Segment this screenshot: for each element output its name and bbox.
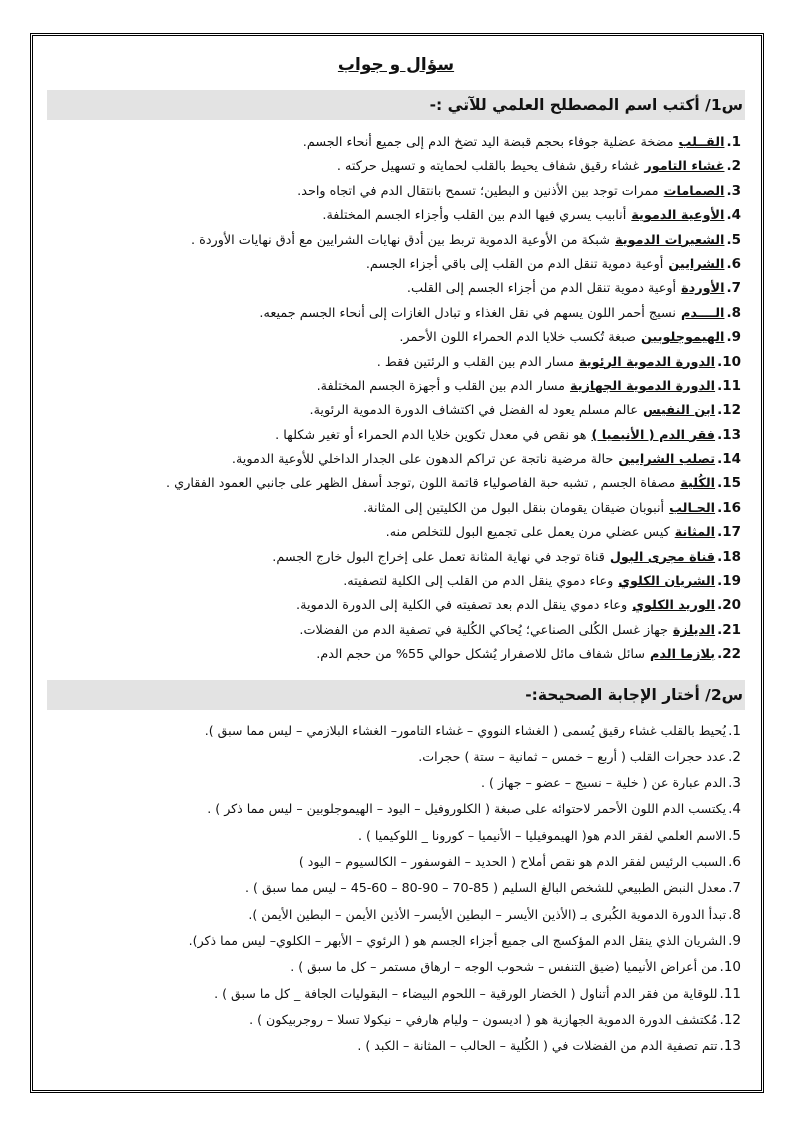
item-text: تتم تصفية الدم من الفضلات في ( الكُلية – الحالب – المثانة – الكبد ) .	[357, 1038, 718, 1054]
item-text: وعاء دموي ينقل الدم بعد تصفيته في الكلية إلى الدورة الدموية.	[296, 598, 628, 614]
item-number: 12.	[719, 1011, 741, 1028]
item-term: بلازما الدم	[650, 647, 716, 663]
item-term: الشعيرات الدموية	[615, 232, 725, 248]
item-term: فقر الدم ( الأنيميا )	[591, 427, 716, 443]
item-text: جهاز غسل الكُلى الصناعي؛ يُحاكي الكُلية في تصفية الدم من الفضلات.	[299, 622, 668, 638]
list-item	[47, 902, 741, 928]
item-text: السبب الرئيس لفقر الدم هو نقص أملاح ( الحديد – الفوسفور – الكالسيوم – اليود )	[298, 854, 727, 870]
item-number: 19.	[717, 573, 741, 590]
item-text: شبكة من الأوعية الدموية تربط بين أدق نهايات الشرايين مع أدق نهايات الأوردة .	[190, 232, 611, 248]
list-item	[47, 849, 741, 875]
item-text: مُكتشف الدورة الدموية الجهازية هو ( اديسون – وليام هارفي – نيكولا تسلا – روجربيكون ) .	[249, 1011, 718, 1027]
item-term: الأوردة	[681, 281, 725, 297]
item-number: 11.	[719, 985, 741, 1002]
list-item	[47, 398, 741, 422]
item-number: 20.	[717, 597, 741, 614]
item-term: قناة مجرى البول	[609, 549, 716, 565]
item-number: 2.	[726, 158, 741, 175]
list-item	[47, 1007, 741, 1033]
item-number: 21.	[717, 621, 741, 638]
item-number: 13.	[719, 1038, 741, 1055]
item-number: 17.	[717, 524, 741, 541]
list-item	[47, 252, 741, 276]
item-number: 18.	[717, 548, 741, 565]
item-number: 4.	[728, 801, 741, 818]
list-item	[47, 875, 741, 901]
list-item	[47, 1033, 741, 1059]
list-item	[47, 642, 741, 666]
item-number: 6.	[728, 854, 741, 871]
page-frame	[30, 33, 764, 1093]
list-item	[47, 569, 741, 593]
item-term: الصمامات	[663, 183, 725, 199]
item-number: 15.	[717, 475, 741, 492]
item-number: 14.	[717, 451, 741, 468]
list-item	[47, 325, 741, 349]
section-1-heading: س1/ أكتب اسم المصطلح العلمي للآتي :-	[47, 90, 745, 120]
item-text: أوعية دموية تنقل الدم من القلب إلى باقي أجزاء الجسم.	[365, 256, 664, 272]
item-number: 7.	[726, 280, 741, 297]
list-item	[47, 954, 741, 980]
item-number: 9.	[726, 329, 741, 346]
item-number: 10.	[719, 959, 741, 976]
item-text: معدل النبض الطبيعي للشخص البالغ السليم ( 85-70 – 90-80 – 60-45 – ليس مما سبق ) .	[245, 880, 727, 896]
item-term: الحـالب	[669, 500, 716, 516]
item-text: الشريان الذي ينقل الدم المؤكسج الى جميع أجزاء الجسم هو ( الرئوي – الأبهر – الكلوي– ليس مما ذكر).	[188, 932, 727, 948]
item-term: تصلب الشرايين	[618, 452, 716, 468]
item-text: ممرات توجد بين الأذنين و البطين؛ تسمح بانتقال الدم في اتجاه واحد.	[297, 183, 659, 199]
list-item	[47, 179, 741, 203]
item-term: الوريد الكلوي	[632, 598, 716, 614]
item-term: الدورة الدموية الجهازية	[569, 378, 716, 394]
item-text: مضخة عضلية جوفاء بحجم قبضة اليد تضخ الدم إلى جميع أنحاء الجسم.	[302, 135, 674, 150]
item-text: هو نقص في معدل تكوين خلايا الدم الحمراء أو تغير شكلها .	[275, 427, 587, 443]
item-term: الهيموجلوبين	[640, 330, 725, 346]
page-title: سؤال و جواب	[337, 55, 455, 75]
section-2-heading: س2/ أختار الإجابة الصحيحة:-	[47, 680, 745, 710]
list-item	[47, 423, 741, 447]
item-text: يكتسب الدم اللون الأحمر لاحتوائه على صبغة ( الكلوروفيل – اليود – الهيموجلوبين – ليس مما ذكر ) .	[207, 801, 727, 817]
item-term: الكُلية	[680, 476, 716, 492]
item-number: 4.	[726, 207, 741, 224]
list-item	[47, 744, 741, 770]
list-item	[47, 301, 741, 325]
item-term: القــلب	[678, 135, 725, 150]
item-text: غشاء رقيق شفاف يحيط بالقلب لحمايته و تسهيل حركته .	[336, 159, 640, 175]
item-number: 13.	[717, 426, 741, 443]
item-text: مسار الدم بين القلب و الرئتين فقط .	[376, 354, 575, 370]
item-text: عدد حجرات القلب ( أربع – خمس – ثمانية – ستة ) حجرات.	[418, 748, 727, 764]
item-text: للوقاية من فقر الدم أتناول ( الخضار الورقية – اللحوم البيضاء – البقوليات الجافة _ كل ما سبق ) .	[214, 985, 718, 1001]
item-text: سائل شفاف مائل للاصفرار يُشكل حوالي 55% من حجم الدم.	[316, 647, 646, 663]
item-number: 1.	[726, 134, 741, 150]
item-number: 8.	[726, 304, 741, 321]
item-number: 3.	[726, 182, 741, 199]
item-term: الــــدم	[680, 305, 725, 321]
item-text: مصفاة الجسم , تشبه حبة الفاصولياء قاتمة اللون ,توجد أسفل الظهر على جانبي العمود الفقاري .	[166, 476, 676, 492]
item-term: الشريان الكلوي	[618, 574, 716, 590]
item-term: الشرايين	[668, 256, 725, 272]
list-item	[47, 593, 741, 617]
item-number: 3.	[728, 775, 741, 792]
item-number: 22.	[717, 646, 741, 663]
item-number: 10.	[717, 353, 741, 370]
item-number: 12.	[717, 402, 741, 419]
item-text: وعاء دموي ينقل الدم من القلب إلى الكلية لتصفيته.	[343, 574, 614, 590]
item-text: نسيج أحمر اللون يسهم في نقل الغذاء و تبادل الغازات إلى أنحاء الجسم جميعه.	[259, 305, 676, 321]
list-item	[47, 496, 741, 520]
item-text: صبغة تُكسب خلايا الدم الحمراء اللون الأحمر.	[399, 330, 636, 346]
list-item	[47, 350, 741, 374]
list-item	[47, 718, 741, 744]
list-item	[47, 520, 741, 544]
list-item	[47, 471, 741, 495]
list-item	[47, 796, 741, 822]
list-item	[47, 276, 741, 300]
item-number: 11.	[717, 377, 741, 394]
list-item	[47, 618, 741, 642]
item-term: الديلزة	[672, 622, 716, 638]
item-number: 2.	[728, 748, 741, 765]
list-item	[47, 228, 741, 252]
item-text: حالة مرضية ناتجة عن تراكم الدهون على الجدار الداخلي للأوعية الدموية.	[231, 452, 614, 468]
item-number: 1.	[728, 722, 741, 739]
item-text: أنابيب يسري فيها الدم بين القلب وأجزاء الجسم المختلفة.	[322, 208, 627, 224]
list-item	[47, 770, 741, 796]
item-number: 5.	[728, 827, 741, 844]
item-term: ابن النفيس	[642, 403, 716, 419]
list-item	[47, 154, 741, 178]
item-term: غشاء التامور	[644, 159, 725, 175]
item-number: 9.	[728, 932, 741, 949]
section-2-list	[47, 718, 741, 1060]
item-number: 7.	[728, 880, 741, 897]
list-item	[47, 981, 741, 1007]
list-item	[47, 823, 741, 849]
item-text: عالم مسلم يعود له الفضل في اكتشاف الدورة الدموية الرئوية.	[309, 403, 638, 419]
item-text: قناة توجد في نهاية المثانة تعمل على إخراج البول خارج الجسم.	[272, 549, 605, 565]
list-item	[47, 374, 741, 398]
item-text: الدم عبارة عن ( خلية – نسيج – عضو – جهاز ) .	[481, 775, 727, 791]
list-item	[47, 545, 741, 569]
list-item	[47, 928, 741, 954]
item-number: 6.	[726, 255, 741, 272]
item-text: الاسم العلمي لفقر الدم هو( الهيموفيليا – الأنيميا – كورونا _ اللوكيميا ) .	[357, 827, 727, 843]
item-text: من أعراض الأنيميا (ضيق التنفس – شحوب الوجه – ارهاق مستمر – كل ما سبق ) .	[290, 959, 718, 975]
item-text: أنبوبان ضيقان يقومان بنقل البول من الكليتين إلى المثانة.	[363, 500, 665, 516]
item-text: يُحيط بالقلب غشاء رقيق يُسمى ( الغشاء النووي – غشاء التامور– الغشاء البلازمي – ليس مما سبق ).	[204, 722, 727, 738]
item-number: 5.	[726, 231, 741, 248]
item-text: كيس عضلي مرن يعمل على تجميع البول للتخلص منه.	[385, 525, 670, 541]
list-item	[47, 203, 741, 227]
item-text: مسار الدم بين القلب و أجهزة الجسم المختلفة.	[316, 378, 565, 394]
item-text: تبدأ الدورة الدموية الكُبرى بـ (الأذين الأيسر – البطين الأيسر– الأذين الأيمن – البطين الأيمن ).	[248, 906, 727, 922]
section-1-list	[47, 130, 741, 667]
item-number: 16.	[717, 499, 741, 516]
item-term: الأوعية الدموية	[631, 208, 725, 224]
item-term: الدورة الدموية الرئوية	[579, 354, 716, 370]
list-item	[47, 130, 741, 154]
item-number: 8.	[728, 906, 741, 923]
item-text: أوعية دموية تنقل الدم من أجزاء الجسم إلى القلب.	[406, 281, 677, 297]
item-term: المثانة	[674, 525, 716, 541]
list-item	[47, 447, 741, 471]
